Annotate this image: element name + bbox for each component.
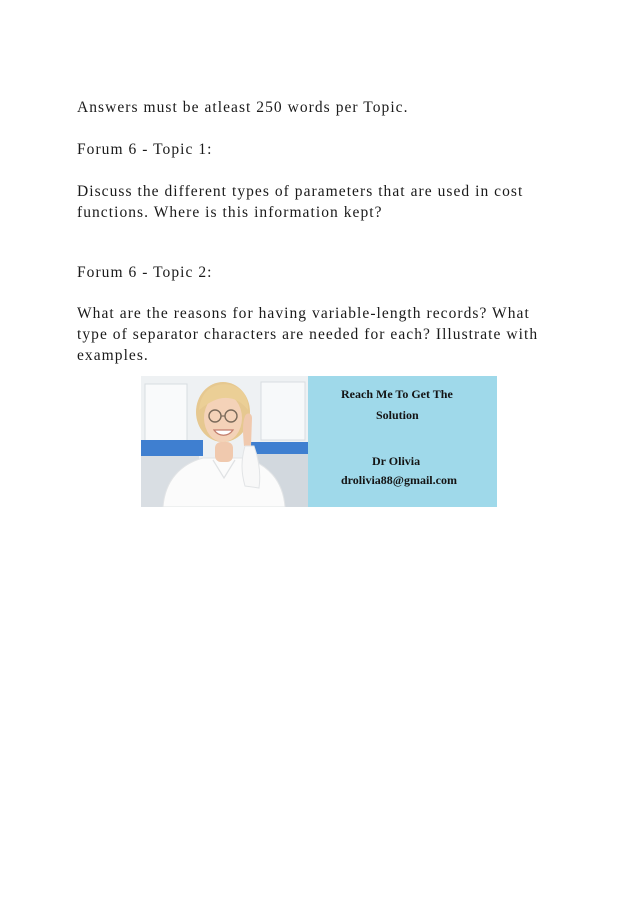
woman-illustration bbox=[141, 376, 308, 507]
topic1-body bbox=[77, 181, 523, 223]
promo-subline: Solution bbox=[376, 408, 419, 422]
topic1-heading bbox=[77, 139, 213, 160]
intro-text bbox=[77, 97, 409, 118]
topic2-body bbox=[77, 303, 538, 366]
topic1-heading-text: Forum 6 - Topic 1: bbox=[77, 141, 213, 158]
intro-line: Answers must be atleast 250 words per Topic. bbox=[77, 99, 409, 116]
promo-headline: Reach Me To Get The bbox=[341, 387, 453, 401]
contact-panel bbox=[308, 376, 497, 507]
topic2-heading bbox=[77, 262, 213, 283]
topic1-line-2: functions. Where is this information kept? bbox=[77, 204, 383, 221]
contact-email: drolivia88@gmail.com bbox=[341, 473, 457, 487]
woman-photo bbox=[141, 376, 308, 507]
topic2-line-3: examples. bbox=[77, 347, 149, 364]
topic2-line-2: type of separator characters are needed for each? Illustrate with bbox=[77, 326, 539, 343]
topic1-line-1: Discuss the different types of parameters that are used in cost bbox=[77, 183, 524, 200]
topic2-line-1: What are the reasons for having variable-length records? What bbox=[77, 305, 530, 322]
promo-banner bbox=[141, 376, 497, 507]
topic2-heading-text: Forum 6 - Topic 2: bbox=[77, 264, 213, 281]
contact-name: Dr Olivia bbox=[372, 454, 421, 468]
